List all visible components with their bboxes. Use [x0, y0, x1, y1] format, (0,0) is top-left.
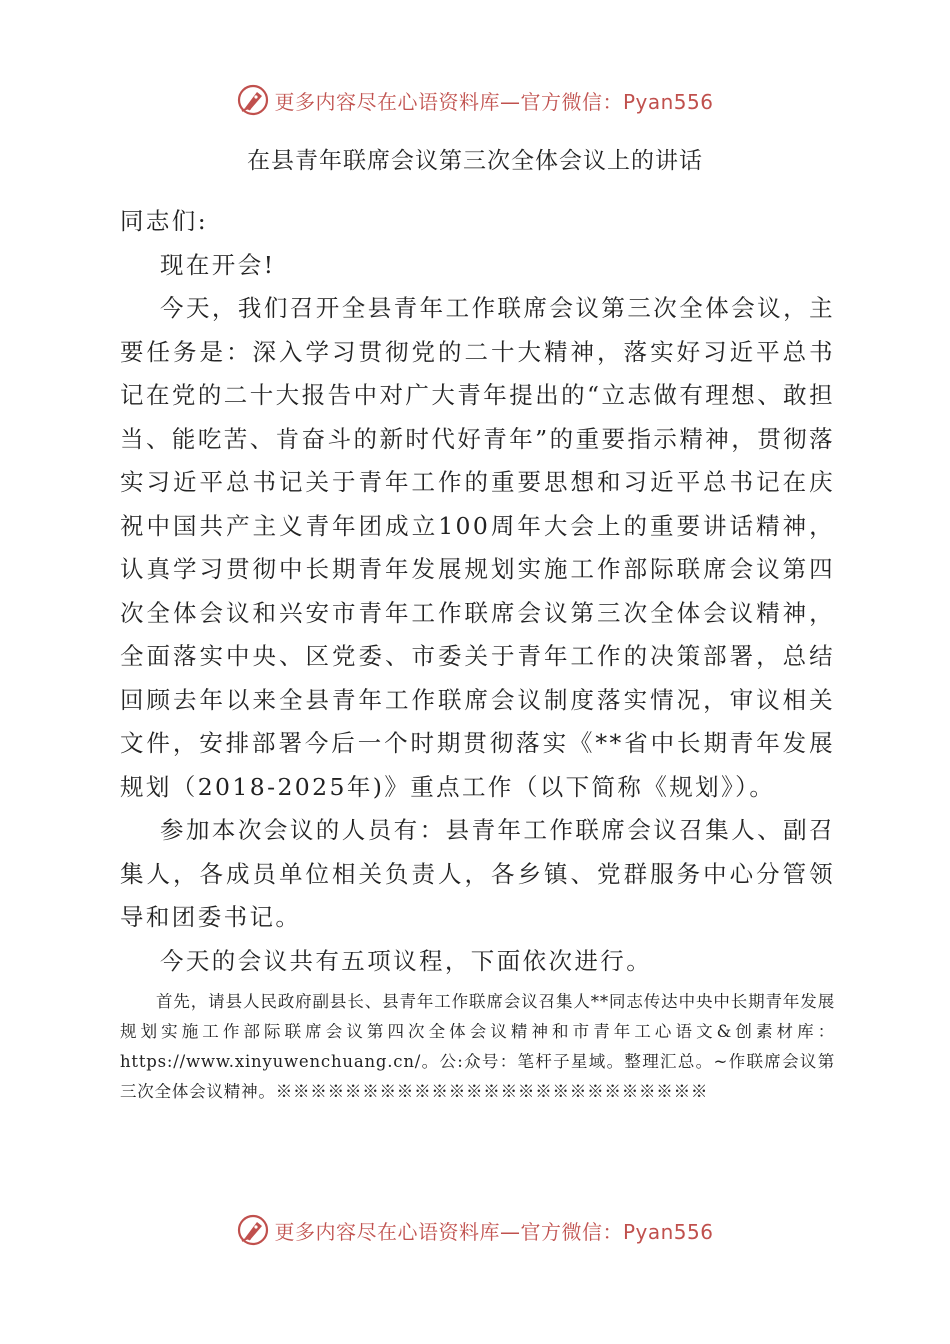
paragraph-opening: 现在开会! — [160, 250, 276, 279]
pen-nib-icon — [236, 83, 270, 117]
salutation: 同志们: — [120, 207, 209, 235]
footer-watermark — [0, 1212, 950, 1248]
closing-note: 首先，请县人民政府副县长、县青年工作联席会议召集人**同志传达中央中长期青年发展规划实施工作部际联席会议第四次全体会议精神和市青年工心语文&创素材库：https://www.xinyuwenchuang.cn/。公:众号：笔杆子星域。整理汇总。~作联席会议第三次全体会议精神。※※※※※※※※※※※※※※※※※※※※※※※※※ — [120, 992, 835, 1101]
watermark-text: 更多内容尽在心语资料库—官方微信：Pyan556 — [274, 89, 714, 114]
document-title: 在县青年联席会议第三次全体会议上的讲话 — [247, 148, 703, 174]
paragraph-attendees: 参加本次会议的人员有：县青年工作联席会议召集人、副召集人，各成员单位相关负责人，各乡镇、党群服务中心分管领导和团委书记。 — [120, 816, 835, 931]
header-watermark — [0, 82, 950, 118]
watermark-text: 更多内容尽在心语资料库—官方微信：Pyan556 — [274, 1219, 714, 1244]
paragraph-main-tasks: 今天，我们召开全县青年工作联席会议第三次全体会议，主要任务是：深入学习贯彻党的二十大精神，落实好习近平总书记在党的二十大报告中对广大青年提出的“立志做有理想、敢担当、能吃苦、肯奋斗的新时代好青年”的重要指示精神，贯彻落实习近平总书记关于青年工作的重要思想和习近平总书记在庆祝中国共产主义青年团成立100周年大会上的重要讲话精神，认真学习贯彻中长期青年发展规划实施工作部际联席会议第四次全体会议和兴安市青年工作联席会议第三次全体会议精神，全面落实中央、区党委、市委关于青年工作的决策部署，总结回顾去年以来全县青年工作联席会议制度落实情况，审议相关文件，安排部署今后一个时期贯彻落实《**省中长期青年发展规划（2018-2025年)》重点工作（以下简称《规划》）。 — [120, 294, 835, 801]
pen-nib-icon — [236, 1213, 270, 1247]
paragraph-agenda: 今天的会议共有五项议程，下面依次进行。 — [160, 946, 653, 975]
document-body — [120, 200, 835, 1107]
